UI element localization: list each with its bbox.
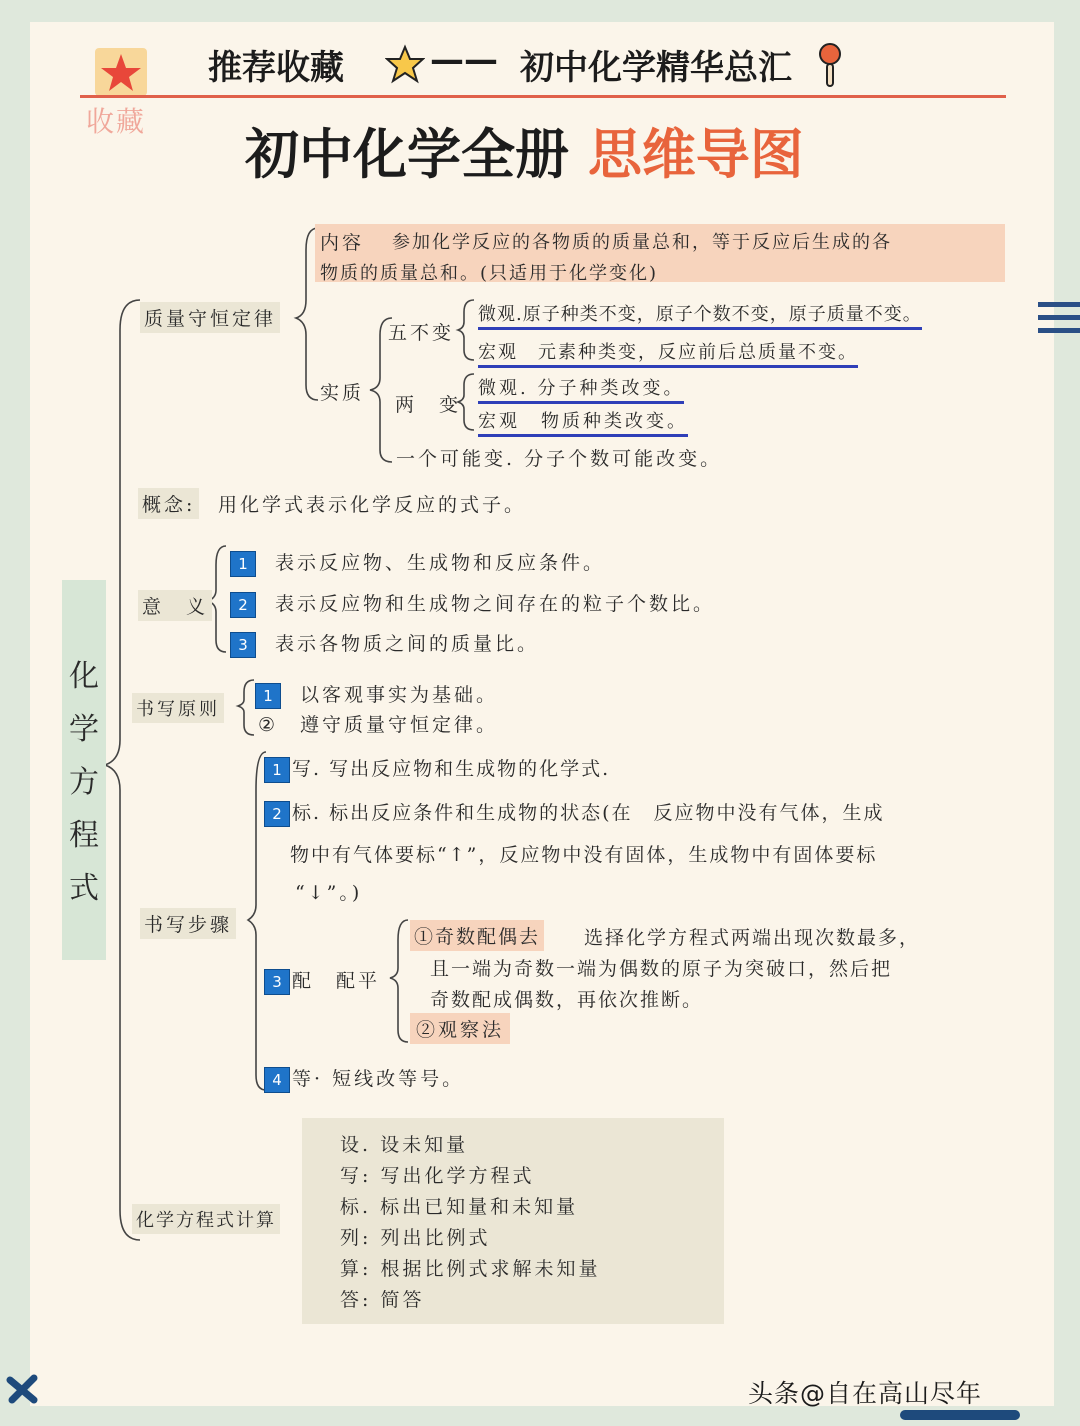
watermark: 头条@自在高山尽年 <box>748 1379 983 1408</box>
outline-star-icon <box>385 44 425 84</box>
two-micro-text: 微观. 分子种类改变。 <box>478 378 684 404</box>
step-1 <box>264 754 610 783</box>
principle-item-1 <box>255 680 498 709</box>
odd-line-1: 选择化学方程式两端出现次数最多， <box>584 927 921 949</box>
dash: —— <box>430 40 498 80</box>
step-2 <box>264 798 885 827</box>
meaning-num-2: 2 <box>230 592 256 618</box>
meaning-num-3: 3 <box>230 632 256 658</box>
badge-label: 收藏 <box>86 105 147 138</box>
series-title: 初中化学精华总汇 <box>520 48 792 88</box>
main-title-highlight: 思维导图 <box>587 123 804 186</box>
step-2-line3: “↓”。) <box>295 882 363 904</box>
five-unchanged-label: 五不变 <box>388 322 455 344</box>
header-rule <box>80 95 1006 98</box>
step-num-4: 4 <box>264 1067 290 1093</box>
principle-num-2: ② <box>257 714 279 736</box>
calc-line: 写: 写出化学方程式 <box>340 1165 535 1187</box>
two-macro-text: 宏观 物质种类改变。 <box>478 411 688 437</box>
star-badge[interactable] <box>95 48 147 96</box>
five-macro <box>478 338 858 364</box>
star-icon <box>95 48 147 96</box>
concept-text: 用化学式表示化学反应的式子。 <box>218 494 527 516</box>
mass-content-label: 内容 <box>320 232 365 254</box>
step-2-line2: 物中有气体要标“↑”，反应物中没有固体，生成物中有固体要标 <box>290 844 878 866</box>
concept-label: 概念: <box>138 488 199 519</box>
calc-line: 算: 根据比例式求解未知量 <box>340 1258 601 1280</box>
step-text-2a: 标. 标出反应条件和生成物的状态(在 反应物中没有气体，生成 <box>292 802 885 824</box>
watermark-bar <box>900 1410 1020 1420</box>
five-macro-text: 宏观 元素种类变，反应前后总质量不变。 <box>478 342 858 368</box>
meaning-item <box>230 589 715 618</box>
meaning-num-1: 1 <box>230 551 256 577</box>
meaning-label: 意 义 <box>138 590 212 621</box>
maybe-change: 一个可能变. 分子个数可能改变。 <box>396 448 723 470</box>
step-num-3: 3 <box>264 969 290 995</box>
five-micro-text: 微观.原子种类不变，原子个数不变，原子质量不变。 <box>478 304 922 330</box>
principle-text-2: 遵守质量守恒定律。 <box>300 714 499 736</box>
odd-line-2: 且一端为奇数一端为偶数的原子为突破口，然后把 <box>430 958 893 980</box>
step-text-1: 写. 写出反应物和生成物的化学式. <box>292 758 611 780</box>
step-text-3: 配 配平 <box>292 970 381 992</box>
odd-line-3: 奇数配成偶数，再依次推断。 <box>430 989 704 1011</box>
observe-method: ②观察法 <box>410 1013 510 1044</box>
two-micro <box>478 374 684 400</box>
two-change-label: 两 变 <box>395 394 462 416</box>
calc-line: 标. 标出已知量和未知量 <box>340 1196 579 1218</box>
step-num-2: 2 <box>264 801 290 827</box>
steps-label: 书写步骤 <box>140 908 236 939</box>
meaning-item <box>230 629 539 658</box>
principle-num-1: 1 <box>255 683 281 709</box>
five-micro <box>478 300 922 326</box>
odd-even-method: ①奇数配偶去 <box>410 920 544 951</box>
pin-icon <box>815 40 845 90</box>
mass-content-line1: 参加化学反应的各物质的质量总和，等于反应后生成的各 <box>392 232 892 253</box>
calc-line: 答: 简答 <box>340 1289 425 1311</box>
menu-icon[interactable] <box>1038 302 1080 340</box>
step-4 <box>264 1064 464 1093</box>
principle-item-2 <box>255 710 498 737</box>
essence-label: 实质 <box>320 382 365 404</box>
step-num-1: 1 <box>264 757 290 783</box>
step-3 <box>264 966 380 995</box>
mass-content-line2: 物质的质量总和。(只适用于化学变化) <box>320 263 659 284</box>
meaning-text-3: 表示各物质之间的质量比。 <box>275 633 540 655</box>
step-text-4: 等· 短线改等号。 <box>292 1068 465 1090</box>
principle-text-1: 以客观事实为基础。 <box>300 684 499 706</box>
collect-text: 推荐收藏 <box>208 48 344 88</box>
calc-label: 化学方程式计算 <box>132 1204 280 1234</box>
meaning-text-2: 表示反应物和生成物之间存在的粒子个数比。 <box>275 593 716 615</box>
principle-label: 书写原则 <box>132 693 224 723</box>
page-title <box>245 112 804 189</box>
meaning-item <box>230 548 605 577</box>
meaning-text-1: 表示反应物、生成物和反应条件。 <box>275 552 606 574</box>
mass-law-label: 质量守恒定律 <box>140 302 280 333</box>
root-label: 化学方程式 <box>69 659 99 906</box>
cross-icon <box>6 1372 40 1406</box>
main-title: 初中化学全册 <box>245 123 569 186</box>
two-macro <box>478 407 688 433</box>
calc-line: 列: 列出比例式 <box>340 1227 491 1249</box>
calc-line: 设. 设未知量 <box>340 1134 469 1156</box>
